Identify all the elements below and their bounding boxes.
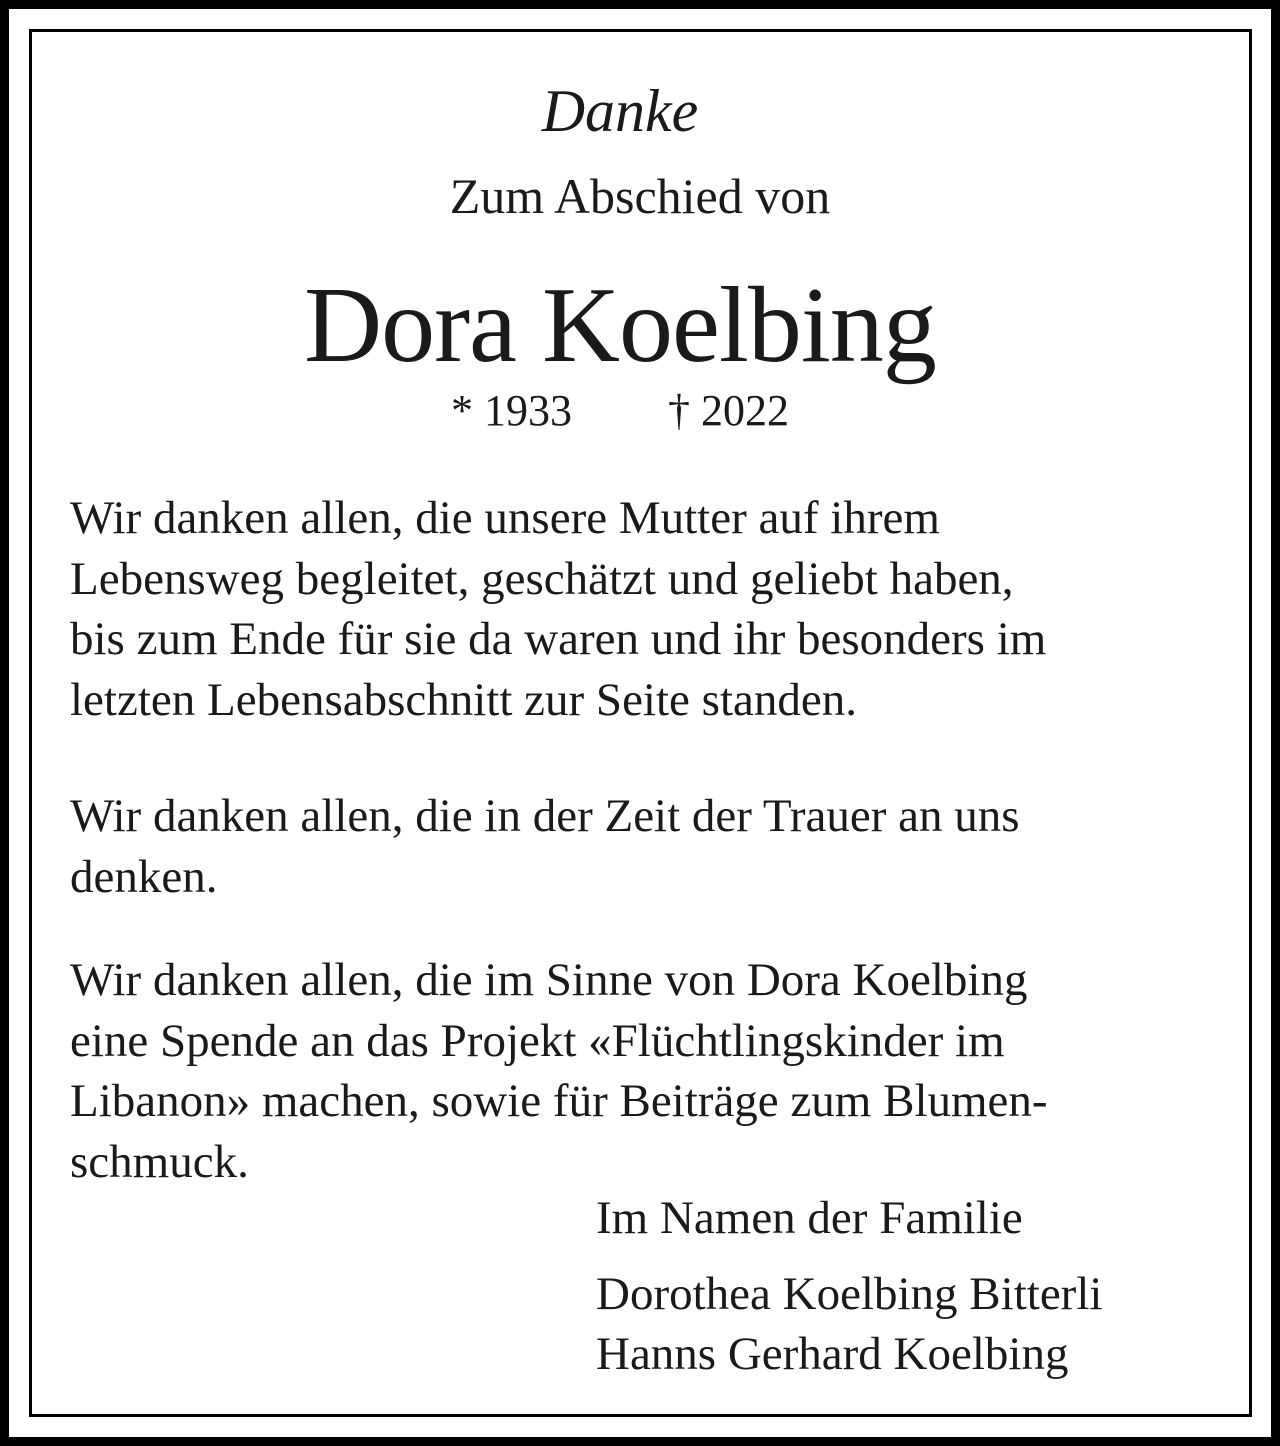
subtitle: Zum Abschied von <box>449 168 831 224</box>
paragraph-line: denken. <box>70 850 218 903</box>
paragraph-thanks-companions <box>70 488 1046 730</box>
paragraph-line: Libanon» machen, sowie für Beiträge zum Blumen- <box>70 1075 1048 1127</box>
closing-intro: Im Namen der Familie <box>596 1192 1023 1244</box>
heading-danke: Danke <box>541 78 699 144</box>
paragraph-line: letzten Lebensabschnitt zur Seite standen. <box>70 673 857 726</box>
death-year: † 2022 <box>668 386 789 435</box>
birth-year: * 1933 <box>451 386 572 435</box>
paragraph-line: bis zum Ende für sie da waren und ihr besonders im <box>70 613 1047 665</box>
paragraph-line: Lebensweg begleitet, geschätzt und geliebt haben, <box>70 552 1014 605</box>
paragraph-line: schmuck. <box>70 1135 249 1188</box>
paragraph-line: Wir danken allen, die in der Zeit der Trauer an uns <box>70 790 1020 842</box>
paragraph-line: Wir danken allen, die im Sinne von Dora Koelbing <box>70 954 1028 1006</box>
paragraph-thanks-donations <box>70 950 1048 1192</box>
paragraph-line: eine Spende an das Projekt «Flüchtlingskinder im <box>70 1014 1005 1067</box>
paragraph-thanks-mourning <box>70 786 1020 907</box>
life-dates <box>0 386 1240 436</box>
deceased-name: Dora Koelbing <box>304 266 936 385</box>
signatory-name: Hanns Gerhard Koelbing <box>596 1328 1069 1380</box>
signatory-name: Dorothea Koelbing Bitterli <box>596 1268 1103 1320</box>
paragraph-line: Wir danken allen, die unsere Mutter auf ihrem <box>70 492 940 544</box>
signatories <box>596 1264 1102 1384</box>
